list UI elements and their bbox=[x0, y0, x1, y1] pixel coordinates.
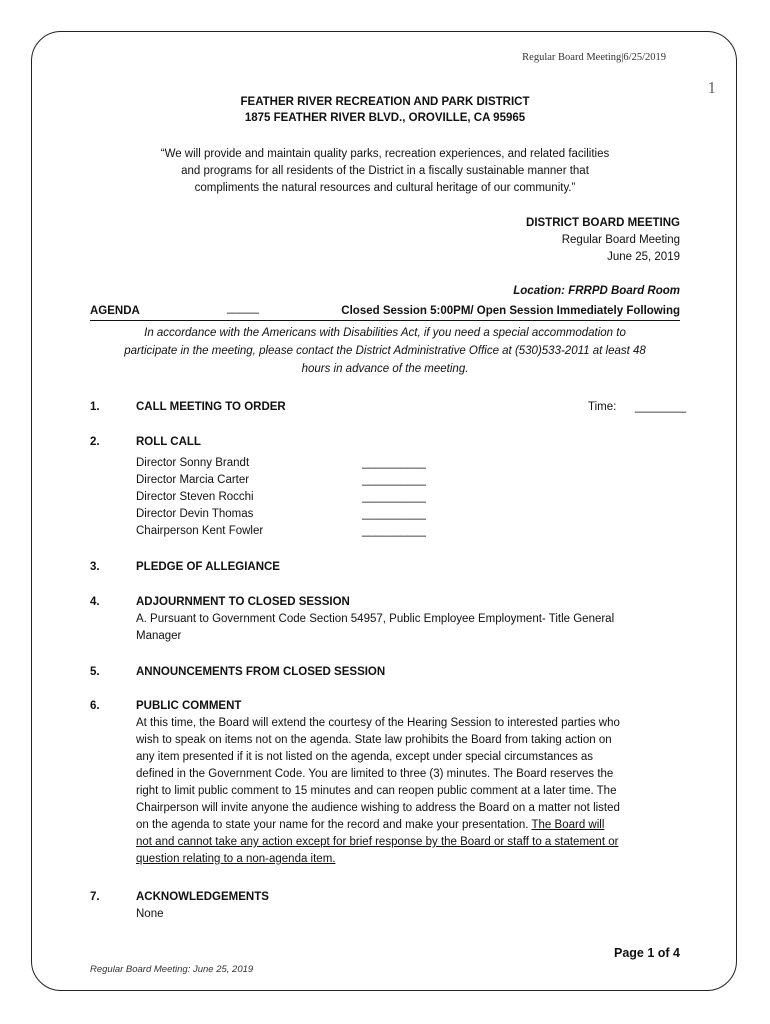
item-title: PUBLIC COMMENT bbox=[136, 700, 242, 712]
agenda-bar bbox=[90, 304, 680, 321]
item-text: At this time, the Board will extend the courtesy of the Hearing Session to interested parties who bbox=[136, 717, 620, 729]
ada-line: hours in advance of the meeting. bbox=[301, 363, 469, 375]
item-text: any item presented if it is not listed on the agenda, except under special circumstances as bbox=[136, 751, 594, 763]
director-name: Director Devin Thomas bbox=[136, 508, 254, 520]
ada-line: In accordance with the Americans with Disabilities Act, if you need a special accommodation to bbox=[144, 327, 626, 339]
page-count: Page 1 of 4 bbox=[614, 946, 680, 960]
director-name: Director Marcia Carter bbox=[136, 474, 250, 486]
agenda-item-2 bbox=[90, 434, 680, 554]
director-name: Director Sonny Brandt bbox=[136, 457, 250, 469]
item-number: 4. bbox=[90, 596, 100, 608]
running-footer: Regular Board Meeting: June 25, 2019 bbox=[90, 964, 254, 975]
item-text-line bbox=[136, 817, 680, 834]
organization-name: FEATHER RIVER RECREATION AND PARK DISTRICT bbox=[240, 96, 530, 108]
underlined-text: question relating to a non-agenda item. bbox=[136, 853, 336, 865]
item-number: 3. bbox=[90, 561, 100, 573]
roll-call-row bbox=[136, 506, 536, 523]
item-text: A. Pursuant to Government Code Section 54957, Public Employee Employment- Title General bbox=[136, 613, 615, 625]
item-number: 2. bbox=[90, 436, 100, 448]
item-number: 7. bbox=[90, 891, 100, 903]
item-title: ANNOUNCEMENTS FROM CLOSED SESSION bbox=[136, 666, 386, 678]
agenda-blank: _____ bbox=[227, 302, 259, 314]
attendance-blank: __________ bbox=[362, 508, 426, 520]
roll-call-row bbox=[136, 472, 536, 489]
item-text: wish to speak on items not on the agenda. State law prohibits the Board from taking action on bbox=[136, 734, 612, 746]
meeting-type: Regular Board Meeting bbox=[561, 234, 680, 246]
mission-line: “We will provide and maintain quality parks, recreation experiences, and related facilities bbox=[160, 148, 610, 160]
roll-call-row bbox=[136, 455, 536, 472]
item-title: CALL MEETING TO ORDER bbox=[136, 401, 286, 413]
item-text: None bbox=[136, 908, 164, 920]
agenda-item-1 bbox=[90, 399, 687, 416]
attendance-blank: __________ bbox=[362, 474, 426, 486]
item-number: 5. bbox=[90, 666, 100, 678]
item-title: ROLL CALL bbox=[136, 436, 201, 448]
attendance-blank: __________ bbox=[362, 491, 426, 503]
meeting-date: June 25, 2019 bbox=[607, 251, 680, 263]
meeting-info bbox=[526, 215, 680, 266]
item-text: right to limit public comment to 15 minutes and can reopen public comment at a later time. The bbox=[136, 785, 617, 797]
item-number: 6. bbox=[90, 700, 100, 712]
roll-call-row bbox=[136, 523, 536, 540]
underlined-text: The Board will bbox=[531, 819, 605, 831]
session-times: Closed Session 5:00PM/ Open Session Immediately Following bbox=[341, 305, 680, 317]
running-header: Regular Board Meeting|6/25/2019 bbox=[522, 52, 666, 63]
item-text: on the agenda to state your name for the record and make your presentation. bbox=[136, 819, 532, 831]
agenda-item-4 bbox=[90, 594, 680, 645]
meeting-title: DISTRICT BOARD MEETING bbox=[526, 217, 680, 229]
organization-header bbox=[90, 94, 680, 126]
item-text: Manager bbox=[136, 630, 182, 642]
agenda-label: AGENDA bbox=[90, 305, 140, 317]
time-blank: ________ bbox=[635, 401, 687, 413]
attendance-blank: __________ bbox=[362, 525, 426, 537]
roll-call-list bbox=[136, 455, 536, 540]
agenda-item-3 bbox=[90, 559, 680, 576]
item-number: 1. bbox=[90, 401, 100, 413]
agenda-item-6 bbox=[90, 698, 680, 870]
time-label: Time: bbox=[588, 401, 617, 413]
roll-call-row bbox=[136, 489, 536, 506]
item-title: ACKNOWLEDGEMENTS bbox=[136, 891, 269, 903]
item-title: ADJOURNMENT TO CLOSED SESSION bbox=[136, 596, 350, 608]
agenda-item-5 bbox=[90, 664, 680, 681]
meeting-location: Location: FRRPD Board Room bbox=[513, 285, 680, 297]
mission-line: compliments the natural resources and cultural heritage of our community.” bbox=[194, 182, 576, 194]
agenda-item-7 bbox=[90, 889, 680, 923]
director-name: Director Steven Rocchi bbox=[136, 491, 254, 503]
organization-address: 1875 FEATHER RIVER BLVD., OROVILLE, CA 95965 bbox=[244, 112, 526, 124]
attendance-blank: __________ bbox=[362, 457, 426, 469]
item-text: defined in the Government Code. You are limited to three (3) minutes. The Board reserves the bbox=[136, 768, 614, 780]
page-number: 1 bbox=[707, 78, 716, 97]
item-text: Chairperson will invite anyone the audience wishing to address the Board on a matter not listed bbox=[136, 802, 620, 814]
mission-statement bbox=[90, 146, 680, 197]
ada-line: participate in the meeting, please contact the District Administrative Office at (530)533-2011 at least 48 bbox=[124, 345, 646, 357]
item-title: PLEDGE OF ALLEGIANCE bbox=[136, 561, 280, 573]
ada-notice bbox=[90, 324, 680, 378]
underlined-text: not and cannot take any action except for brief response by the Board or staff to a statement or bbox=[136, 836, 619, 848]
director-name: Chairperson Kent Fowler bbox=[136, 525, 264, 537]
mission-line: and programs for all residents of the District in a fiscally sustainable manner that bbox=[181, 165, 589, 177]
